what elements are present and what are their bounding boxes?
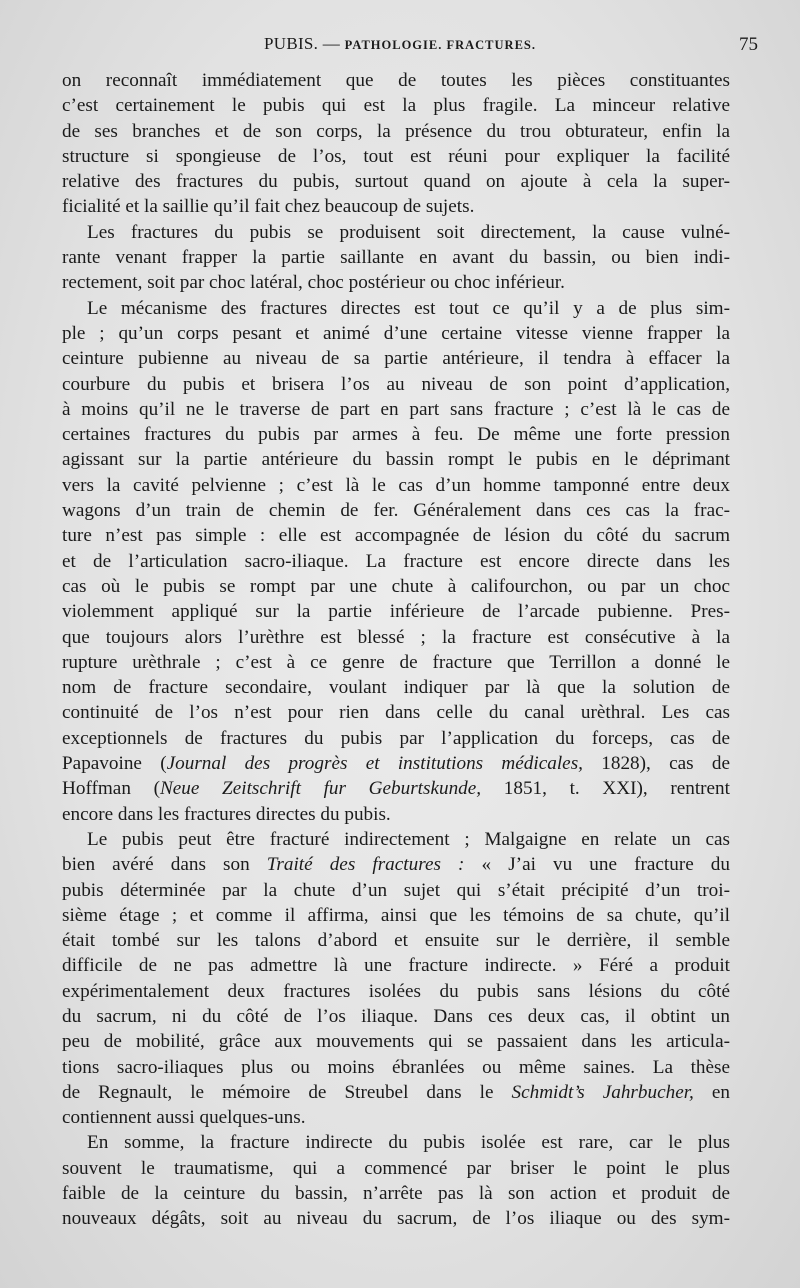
text-segment: de Regnault, le mémoire de Streubel dans le xyxy=(62,1081,512,1103)
text-line: expérimentalement deux fractures isolées du pubis sans lésions du côté xyxy=(62,980,730,1002)
text-line: rupture urèthrale ; c’est à ce genre de fracture que Terrillon a donné le xyxy=(62,651,730,673)
italic-citation: Journal des progrès et institutions médicales, xyxy=(166,753,583,775)
italic-citation: Neue Zeitschrift fur Geburtskunde, xyxy=(159,778,482,800)
text-line: wagons d’un train de chemin de fer. Généralement dans ces cas la frac- xyxy=(62,500,730,522)
text-line: et de l’articulation sacro-iliaque. La fracture est encore directe dans les xyxy=(62,550,730,572)
text-line: nouveaux dégâts, soit au niveau du sacrum, de l’os iliaque ou des sym- xyxy=(62,1208,730,1230)
text-line: courbure du pubis et brisera l’os au niveau de son point d’application, xyxy=(62,373,730,395)
text-line: encore dans les fractures directes du pubis. xyxy=(62,803,391,825)
text-segment: 1828), cas de xyxy=(582,753,730,775)
title-separator: — xyxy=(318,34,345,53)
running-header xyxy=(0,34,800,58)
text-line: vers la cavité pelvienne ; c’est là le cas d’un homme tamponné entre deux xyxy=(62,474,730,496)
text-line: de ses branches et de son corps, la présence du trou obturateur, enfin la xyxy=(62,120,730,142)
italic-citation: Traité des fractures : xyxy=(266,854,465,876)
text-line: pubis déterminée par la chute d’un sujet qui s’était précipité d’un troi- xyxy=(62,879,730,901)
text-line: structure si spongieuse de l’os, tout est réuni pour expliquer la facilité xyxy=(62,145,730,167)
text-line: nom de fracture secondaire, voulant indiquer par là que la solution de xyxy=(62,677,730,699)
text-line: on reconnaît immédiatement que de toutes les pièces constituantes xyxy=(62,70,730,91)
text-line: agissant sur la partie antérieure du bassin rompt le pubis en le déprimant xyxy=(62,449,730,471)
text-line xyxy=(62,776,730,801)
text-line: exceptionnels de fractures du pubis par l’application du forceps, cas de xyxy=(62,727,730,749)
italic-citation: Schmidt’s Jahrbucher, xyxy=(511,1081,694,1103)
text-line: ficialité et la saillie qu’il fait chez beaucoup de sujets. xyxy=(62,196,475,218)
text-line: faible de la ceinture du bassin, n’arrête pas là son action et produit de xyxy=(62,1183,730,1205)
text-segment: Le pubis peut être fracturé indirectement ; Malgaigne en relate un cas xyxy=(87,828,730,850)
text-line xyxy=(62,1080,730,1105)
text-line: sième étage ; et comme il affirma, ainsi que les témoins de sa chute, qu’il xyxy=(62,904,730,926)
text-line: que toujours alors l’urèthre est blessé ; la fracture est consécutive à la xyxy=(62,626,730,648)
text-line: En somme, la fracture indirecte du pubis isolée est rare, car le plus xyxy=(87,1132,730,1154)
text-line: c’est certainement le pubis qui est la plus fragile. La minceur relative xyxy=(62,95,730,117)
text-line: relative des fractures du pubis, surtout quand on ajoute à cela la super- xyxy=(62,171,730,193)
text-line: rante venant frapper la partie saillante en avant du bassin, ou bien indi- xyxy=(62,247,730,269)
text-segment: bien avéré dans son xyxy=(62,854,267,876)
title-main: PUBIS. xyxy=(263,34,319,53)
text-line xyxy=(62,827,730,852)
title-subsection: PATHOLOGIE. FRACTURES. xyxy=(344,38,536,52)
text-line: tions sacro-iliaques plus ou moins ébranlées ou même saines. La thèse xyxy=(62,1056,730,1078)
page-number: 75 xyxy=(739,34,758,55)
text-line: était tombé sur les talons d’abord et ensuite sur le derrière, il semble xyxy=(62,930,730,952)
body-text xyxy=(62,68,730,1232)
text-segment: « J’ai vu une fracture du xyxy=(464,854,730,876)
text-line: contiennent aussi quelques-uns. xyxy=(62,1107,306,1129)
text-line: souvent le traumatisme, qui a commencé par briser le point le plus xyxy=(62,1157,730,1179)
text-line: Les fractures du pubis se produisent soit directement, la cause vulné- xyxy=(87,221,730,243)
running-title xyxy=(0,34,800,54)
text-line: du sacrum, ni du côté de l’os iliaque. Dans ces deux cas, il obtint un xyxy=(62,1005,730,1027)
text-segment: en xyxy=(693,1081,730,1103)
text-line: continuité de l’os n’est pour rien dans celle du canal urèthral. Les cas xyxy=(62,702,730,724)
text-line: à moins qu’il ne le traverse de part en part sans fracture ; c’est là le cas de xyxy=(62,398,730,420)
text-line: peu de mobilité, grâce aux mouvements qui se passaient dans les articula- xyxy=(62,1031,730,1053)
text-line: Le mécanisme des fractures directes est tout ce qu’il y a de plus sim- xyxy=(87,297,730,319)
text-line xyxy=(62,751,730,776)
text-segment: 1851, t. XXI), rentrent xyxy=(481,778,730,800)
text-line: ple ; qu’un corps pesant et animé d’une certaine vitesse vienne frapper la xyxy=(62,322,730,344)
text-line xyxy=(62,852,730,877)
text-line: ture n’est pas simple : elle est accompagnée de lésion du côté du sacrum xyxy=(62,525,730,547)
text-line: cas où le pubis se rompt par une chute à califourchon, ou par un choc xyxy=(62,575,730,597)
text-line: difficile de ne pas admettre là une fracture indirecte. » Féré a produit xyxy=(62,955,730,977)
text-segment: Papavoine ( xyxy=(62,753,167,775)
text-line: violemment appliqué sur la partie inférieure de l’arcade pubienne. Pres- xyxy=(62,601,730,623)
text-line: ceinture pubienne au niveau de sa partie antérieure, il tendra à effacer la xyxy=(62,348,730,370)
text-segment: Hoffman ( xyxy=(62,778,160,800)
text-line: certaines fractures du pubis par armes à feu. De même une forte pression xyxy=(62,424,730,446)
text-line: rectement, soit par choc latéral, choc postérieur ou choc inférieur. xyxy=(62,272,565,294)
